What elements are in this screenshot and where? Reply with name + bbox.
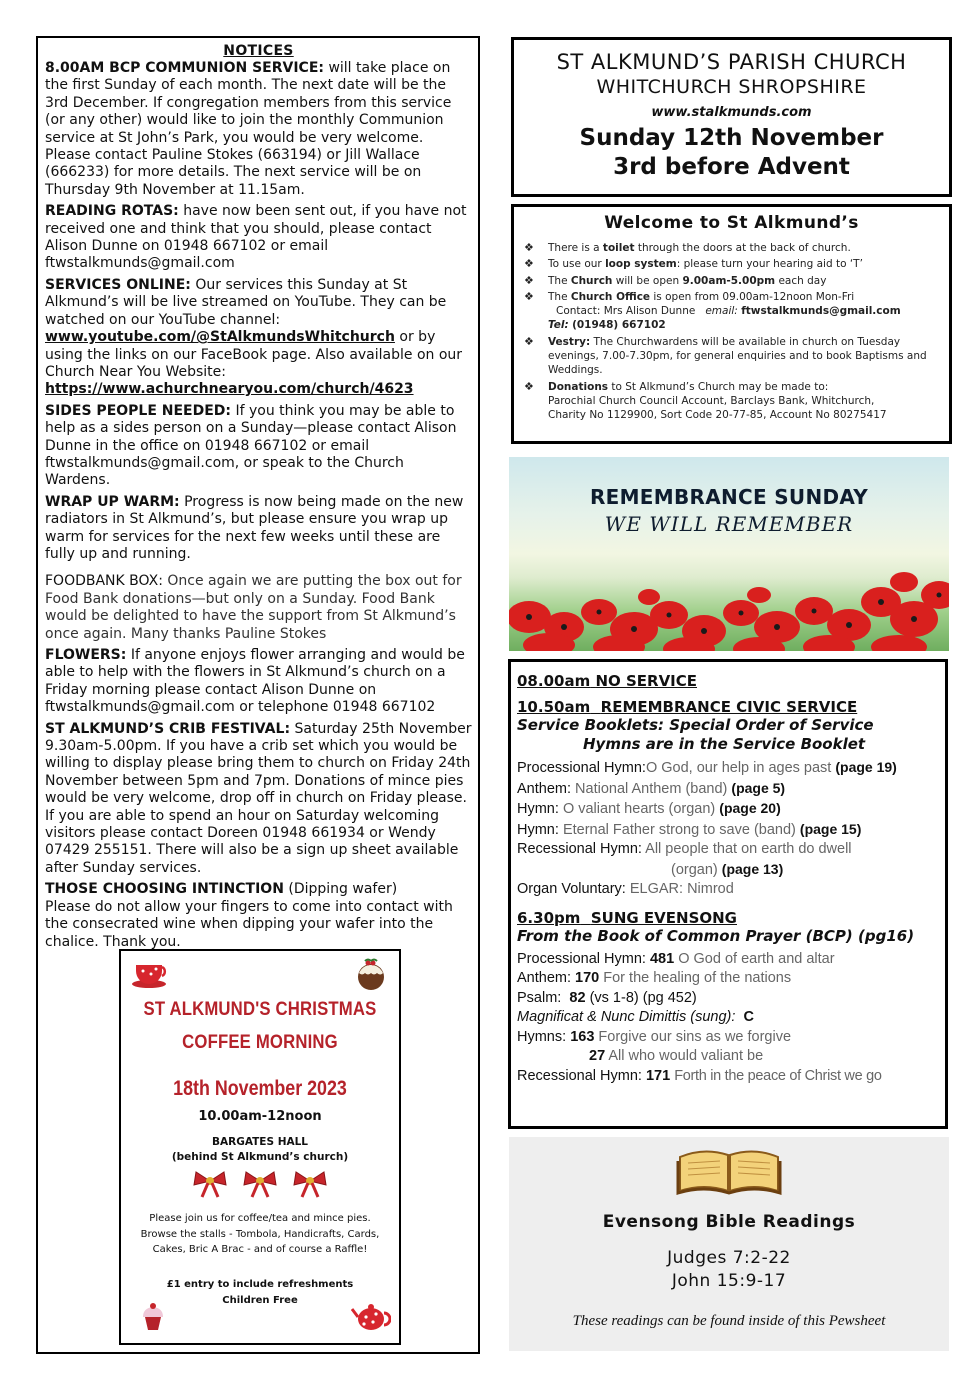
notice-bcp-text: will take place on the first Sunday of each month. The next date will be the 3rd December. If congregation members from this service (or any other) would like to join the monthly Communion service at St John’s Park, you would be very welcome. Please contact Pauline Stokes (663194) or Jill Wallace (666233) for more details. The next service will be on Thursday 9th November at 11.15am. <box>45 60 452 198</box>
notice-online-text2: or by using the links on our FaceBook page. Also available on our Church Near You Website: <box>45 329 463 380</box>
poster-title <box>138 993 383 1059</box>
banner-title: REMEMBRANCE SUNDAY <box>589 485 869 509</box>
church-website[interactable]: www.stalkmunds.com <box>651 105 812 120</box>
evensong-name: SUNG EVENSONG <box>590 908 737 927</box>
list-item: ❖ There is a toilet through the doors at the back of church. <box>524 241 851 254</box>
poster-venue <box>121 1135 399 1165</box>
notice-crib <box>45 721 472 878</box>
office-contact: Contact: Mrs Alison Dunne <box>556 305 696 318</box>
civic-name: REMEMBRANCE CIVIC SERVICE <box>600 698 858 716</box>
diamond-bullet-icon: ❖ <box>524 334 534 348</box>
list-item: ❖ The Church will be open 9.00am-5.00pm each day <box>524 273 827 287</box>
evensong-row: Magnificat & Nunc Dimittis (sung): C <box>517 1009 754 1025</box>
liturgical-occasion: 3rd before Advent <box>613 154 850 180</box>
christmas-pudding-icon <box>355 957 387 991</box>
poster-entry-fee: £1 entry to include refreshments <box>166 1279 354 1290</box>
notice-bcp-heading: 8.00AM BCP COMMUNION SERVICE: <box>45 60 324 76</box>
coffee-morning-poster <box>119 949 401 1345</box>
notice-intinction <box>45 881 472 951</box>
evensong-row: Hymns: 163 Forgive our sins as we forgive 27 All who would valiant be <box>517 1028 792 1064</box>
list-item: ❖ Donations to St Alkmund’s Church may be made to: Parochial Church Council Account, Barclays Bank, Whitchurch, Charity No 1129900, Sort Code 20-77-85, Account No 80275417 <box>524 379 887 422</box>
notice-bcp <box>45 60 472 199</box>
banner-subtitle: WE WILL REMEMBER <box>604 512 854 536</box>
second-reading: John 15:9-17 <box>671 1271 787 1291</box>
notice-rotas-heading: READING ROTAS: <box>45 203 179 220</box>
poster-body: Please join us for coffee/tea and mince pies. Browse the stalls - Tombola, Handicrafts, Cards, Cakes, Bric A Brac - and of course a Raffle! <box>140 1213 380 1255</box>
early-time: 08.00am <box>517 672 591 690</box>
donation-details: Charity No 1129900, Sort Code 20-77-85, Account No 80275417 <box>548 409 887 422</box>
notice-rotas-text: have now been sent out, if you have not received one and think that you should, please contact Alison Dunne on 01948 667102 or email ftwstalkmunds@gmail.com <box>45 203 467 272</box>
evensong-note: From the Book of Common Prayer (BCP) (pg16) <box>517 926 915 945</box>
service-date: Sunday 12th November <box>579 125 884 151</box>
evensong-time: 6.30pm <box>517 908 581 927</box>
notice-flowers-heading: FLOWERS: <box>45 647 127 663</box>
cupcake-icon <box>141 1301 165 1331</box>
church-header <box>511 37 952 197</box>
civic-time: 10.50am <box>517 698 591 716</box>
office-tel-label: Tel: <box>548 319 569 332</box>
notice-rotas <box>45 203 472 273</box>
poppy-field-image <box>509 557 949 651</box>
civic-row: Anthem: National Anthem (band) (page 5) <box>517 779 786 797</box>
notice-warm <box>45 494 472 564</box>
notice-online <box>45 277 472 399</box>
evensong-row: Recessional Hymn: 171 Forth in the peace of Christ we go <box>517 1067 882 1084</box>
list-item: ❖ To use our loop system: please turn your hearing aid to ‘T’ <box>524 257 863 271</box>
notice-online-heading: SERVICES ONLINE: <box>45 276 191 293</box>
poster-title-line2: COFFEE MORNING <box>182 1032 338 1053</box>
poster-venue-note: (behind St Alkmund’s church) <box>171 1151 349 1163</box>
notice-crib-text: Saturday 25th November 9.30am-5.00pm. If you have a crib set which you would be willing to display please bring them to church on Friday 24th November between 5pm and 7pm. Donations of mince pies would be very welcome, drop off in church on Friday please. If you are able to spend an hour on Saturday welcoming visitors please contact Doreen 01948 661934 or Wendy 07429 255151. There will also be a sign up sheet available after Sunday services. <box>45 720 472 876</box>
civic-row: Recessional Hymn: All people that on earth do dwell (organ) (page 13) <box>517 841 852 878</box>
red-bow-icon <box>292 1169 328 1199</box>
bible-readings-panel <box>509 1137 949 1351</box>
notice-sides-heading: SIDES PEOPLE NEEDED: <box>45 402 232 419</box>
civic-row: Hymn: O valiant hearts (organ) (page 20) <box>517 800 781 817</box>
poster-date: 18th November 2023 <box>173 1077 347 1100</box>
open-bible-icon <box>676 1143 782 1195</box>
welcome-title: Welcome to St Alkmund’s <box>604 213 859 233</box>
civic-note1: Service Booklets: Special Order of Service <box>517 716 874 734</box>
list-item: ❖ Vestry: The Churchwardens will be available in church on Tuesday evenings, 7.00-7.30pm, for general enquiries and to book Baptisms and Weddings. <box>524 334 927 377</box>
civic-row: Hymn: Eternal Father strong to save (band) (page 15) <box>517 820 862 838</box>
diamond-bullet-icon: ❖ <box>524 257 534 271</box>
poster-bows <box>121 1169 399 1199</box>
diamond-bullet-icon: ❖ <box>524 379 534 393</box>
readings-title: Evensong Bible Readings <box>602 1212 856 1232</box>
welcome-panel <box>511 204 952 444</box>
poster-time: 10.00am-12noon <box>198 1109 322 1124</box>
notice-warm-text: Progress is now being made on the new radiators in St Alkmund’s, but please ensure you wrap up warm for services for the next few weeks until these are fully up and running. <box>45 493 464 562</box>
first-reading: Judges 7:2-22 <box>667 1248 791 1268</box>
notice-flowers-text: If anyone enjoys flower arranging and would be able to help with the flowers in St Alkmund’s church on a Friday morning please contact Alison Dunne on ftwstalkmunds@gmail.com or telephone 01948 667102 <box>45 647 465 716</box>
welcome-list <box>524 241 939 423</box>
service-schedule <box>508 659 948 1129</box>
notice-crib-heading: ST ALKMUND’S CRIB FESTIVAL: <box>45 720 291 737</box>
civic-row: Processional Hymn:O God, our help in ages past (page 19) <box>517 759 897 776</box>
poster-venue-name: BARGATES HALL <box>212 1136 308 1148</box>
poster-title-line1: ST ALKMUND'S CHRISTMAS <box>143 999 377 1020</box>
diamond-bullet-icon: ❖ <box>524 273 534 287</box>
church-place: WHITCHURCH SHROPSHIRE <box>596 76 867 98</box>
notice-foodbank-text: Once again we are putting the box out for Food Bank donations—but only on a Sunday. Food Bank would be delighted to have the support from St Alkmund’s once again. Many thanks Pauline Stokes <box>45 573 462 642</box>
readings-note: These readings can be found inside of this Pewsheet <box>572 1313 886 1329</box>
evensong-service <box>517 909 939 927</box>
notice-intinction-sub: (Dipping wafer) <box>288 881 398 898</box>
church-name: ST ALKMUND’S PARISH CHURCH <box>556 50 907 74</box>
notice-sides-text: If you think you may be able to help as a sides person on a Sunday—please contact Alison Dunne in the office on 01948 667102 or email ftwstalkmunds@gmail.com, or speak to the Church Wardens. <box>45 402 457 489</box>
evensong-row: Processional Hymn: 481 O God of earth and altar <box>517 950 835 967</box>
poster-children: Children Free <box>222 1294 298 1306</box>
donation-account: Parochial Church Council Account, Barclays Bank, Whitchurch, <box>548 394 875 407</box>
evensong-row: Anthem: 170 For the healing of the nations <box>517 970 792 986</box>
office-tel: (01948) 667102 <box>572 319 666 332</box>
remembrance-banner <box>509 457 949 651</box>
teacup-icon <box>131 959 169 989</box>
diamond-bullet-icon: ❖ <box>524 241 534 254</box>
civic-service <box>517 698 939 716</box>
early-name: NO SERVICE <box>595 672 698 690</box>
notice-intinction-heading: THOSE CHOOSING INTINCTION <box>45 881 284 898</box>
notices-title: NOTICES <box>223 43 294 59</box>
list-item: ❖ The Church Office is open from 09.00am-12noon Mon-Fri Contact: Mrs Alison Dunne email: ftwstalkmunds@gmail.com Tel: (01948) 667102 <box>524 289 901 332</box>
notice-warm-heading: WRAP UP WARM: <box>45 493 180 510</box>
office-email-label: email: <box>705 305 738 318</box>
early-service <box>517 672 939 690</box>
notice-foodbank-heading: FOODBANK BOX: <box>45 573 163 590</box>
notices-panel <box>36 36 480 1354</box>
evensong-row: Psalm: 82 (vs 1-8) (pg 452) <box>517 989 697 1006</box>
red-bow-icon <box>242 1169 278 1199</box>
church-near-you-link[interactable]: https://www.achurchnearyou.com/church/4623 <box>45 381 414 398</box>
notice-intinction-text: Please do not allow your fingers to come into contact with the consecrated wine when dipping your wafer into the chalice. Thank you. <box>45 898 453 950</box>
teapot-icon <box>351 1299 391 1333</box>
notice-sides <box>45 403 472 490</box>
notice-online-text1: Our services this Sunday at St Alkmund’s will be live streamed on YouTube. They can be watched on our YouTube channel: <box>45 276 447 328</box>
civic-row: Organ Voluntary: ELGAR: Nimrod <box>517 881 734 897</box>
youtube-link[interactable]: www.youtube.com/@StAlkmundsWhitchurch <box>45 329 395 346</box>
diamond-bullet-icon: ❖ <box>524 289 534 303</box>
red-bow-icon <box>192 1169 228 1199</box>
civic-note2: Hymns are in the Service Booklet <box>583 735 866 753</box>
office-email[interactable]: ftwstalkmunds@gmail.com <box>741 305 901 318</box>
notice-foodbank <box>45 573 472 643</box>
notice-flowers <box>45 647 472 717</box>
